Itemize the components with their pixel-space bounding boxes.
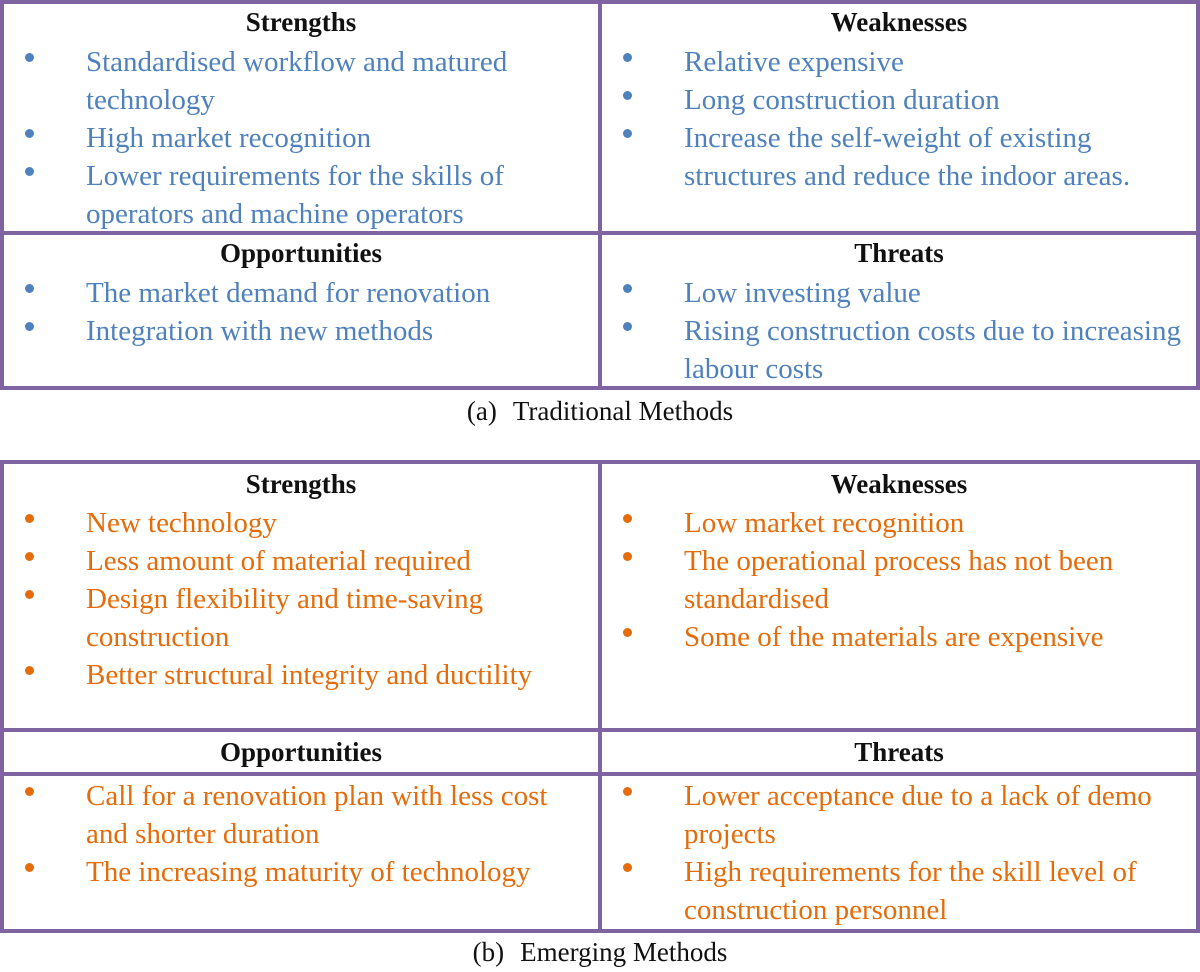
list-item: The operational process has not been standardised bbox=[602, 542, 1196, 618]
list-item: Integration with new methods bbox=[4, 312, 598, 350]
weaknesses-cell bbox=[602, 464, 1196, 728]
caption-emerging bbox=[0, 936, 1200, 968]
list-item: High requirements for the skill level of construction personnel bbox=[602, 853, 1196, 929]
border-right bbox=[1196, 460, 1200, 933]
swot-panel-emerging bbox=[0, 460, 1200, 972]
list-item: Some of the materials are expensive bbox=[602, 618, 1196, 656]
threats-list bbox=[602, 777, 1196, 929]
border-right bbox=[1196, 0, 1200, 390]
opportunities-title: Opportunities bbox=[219, 737, 383, 767]
strengths-cell bbox=[4, 464, 598, 728]
threats-list bbox=[602, 274, 1196, 388]
strengths-list bbox=[4, 43, 598, 233]
list-item: High market recognition bbox=[4, 119, 598, 157]
caption-tag: (b) bbox=[472, 937, 505, 967]
weaknesses-list bbox=[602, 504, 1196, 656]
caption-traditional bbox=[0, 395, 1200, 427]
threats-title: Threats bbox=[854, 238, 944, 268]
list-item: New technology bbox=[4, 504, 598, 542]
threats-cell bbox=[602, 235, 1196, 386]
threats-cell bbox=[602, 732, 1196, 929]
list-item: Standardised workflow and matured technology bbox=[4, 43, 598, 119]
opportunities-cell bbox=[4, 732, 598, 929]
opportunities-list bbox=[4, 777, 598, 891]
list-item: Low market recognition bbox=[602, 504, 1196, 542]
list-item: Lower requirements for the skills of operators and machine operators bbox=[4, 157, 598, 233]
strengths-list bbox=[4, 504, 598, 694]
threats-title: Threats bbox=[854, 737, 944, 767]
caption-label: Emerging Methods bbox=[520, 937, 728, 967]
opportunities-title: Opportunities bbox=[219, 238, 383, 268]
list-item: The increasing maturity of technology bbox=[4, 853, 598, 891]
list-item: Increase the self-weight of existing structures and reduce the indoor areas. bbox=[602, 119, 1196, 195]
swot-panel-traditional bbox=[0, 0, 1200, 432]
weaknesses-list bbox=[602, 43, 1196, 195]
list-item: Better structural integrity and ductility bbox=[4, 656, 598, 694]
caption-label: Traditional Methods bbox=[512, 396, 734, 426]
weaknesses-title: Weaknesses bbox=[830, 7, 968, 37]
list-item: Long construction duration bbox=[602, 81, 1196, 119]
list-item: Less amount of material required bbox=[4, 542, 598, 580]
weaknesses-title: Weaknesses bbox=[830, 469, 968, 499]
opportunities-list bbox=[4, 274, 598, 350]
list-item: The market demand for renovation bbox=[4, 274, 598, 312]
caption-tag: (a) bbox=[466, 396, 497, 426]
list-item: Call for a renovation plan with less cost and shorter duration bbox=[4, 777, 598, 853]
strengths-title: Strengths bbox=[245, 7, 357, 37]
list-item: Low investing value bbox=[602, 274, 1196, 312]
list-item: Lower acceptance due to a lack of demo projects bbox=[602, 777, 1196, 853]
list-item: Relative expensive bbox=[602, 43, 1196, 81]
list-item: Rising construction costs due to increasing labour costs bbox=[602, 312, 1196, 388]
list-item: Design flexibility and time-saving construction bbox=[4, 580, 598, 656]
weaknesses-cell bbox=[602, 4, 1196, 231]
opportunities-cell bbox=[4, 235, 598, 386]
strengths-title: Strengths bbox=[245, 469, 357, 499]
strengths-cell bbox=[4, 4, 598, 231]
